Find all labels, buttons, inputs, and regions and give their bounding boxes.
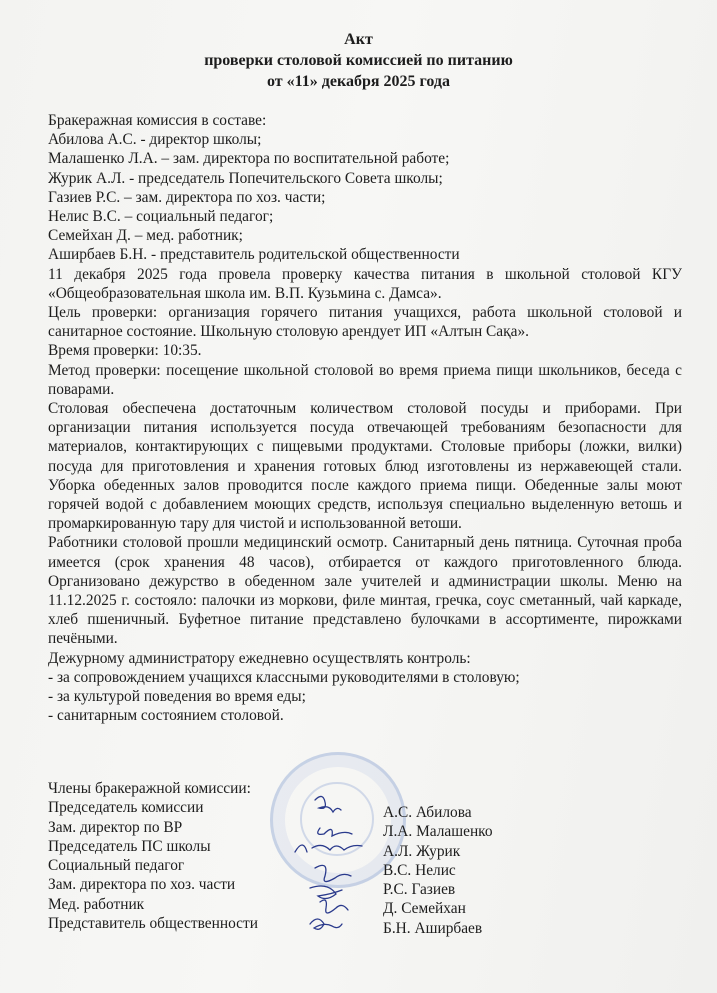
signature-role: Председатель ПС школы (48, 837, 211, 855)
equipment-paragraph: Столовая обеспечена достаточным количеством столовой посуды и приборами. При организации питания используется посуда отвечающей требованиям безопасности для материалов, контактирующих с пищевыми продуктами. Столовые приборы (ложки, вилки) посуда для приготовления и хранения готовых блюд изготовлены из нержавеющей стали. Уборка обеденных залов проводится после каждого приема пищи. Обеденные залы моют горячей водой с добавлением моющих средств, используя специально выделенную ветошь и промаркированную тару для чистой и использованной ветоши. (48, 400, 682, 533)
signature-name: Д. Семейхан (383, 900, 466, 918)
staff-menu-paragraph: Работники столовой прошли медицинский осмотр. Санитарный день пятница. Суточная проба имеется (срок хранения 48 часов), отбирается от каждого приготовленного блюда. Организовано дежурство в обеденном зале учителей и администрации школы. Меню на 11.12.2025 г. состояло: палочки из моркови, филе минтая, гречка, соус сметанный, чай каркаде, хлеб пшеничный. Буфетное питание представлено булочками в ассортименте, пирожками печёными. (48, 534, 682, 648)
document-header (0, 29, 717, 92)
commission-member: Аширбаев Б.Н. - представитель родительской общественности (48, 246, 460, 264)
time-paragraph: Время проверки: 10:35. (48, 342, 202, 360)
signature-name: Л.А. Малашенко (383, 823, 493, 841)
method-paragraph: Метод проверки: посещение школьной столовой во время приема пищи школьников, беседа с поварами. (48, 361, 682, 398)
control-item: - за культурой поведения во время еды; (48, 688, 306, 706)
commission-member: Малашенко Л.А. – зам. директора по воспитательной работе; (48, 150, 450, 168)
signature-name: А.Л. Журик (383, 842, 461, 860)
signature-name: А.С. Абилова (383, 804, 472, 821)
signature-nelis (315, 865, 351, 881)
signature-name: В.С. Нелис (383, 861, 456, 879)
signature-role: Председатель комиссии (48, 799, 204, 817)
commission-member: Абилова А.С. - директор школы; (48, 131, 262, 149)
signature-role: Представитель общественности (48, 915, 258, 933)
commission-member: Нелис В.С. – социальный педагог; (48, 208, 274, 226)
control-item: - за сопровождением учащихся классными руководителями в столовую; (48, 668, 520, 686)
inspection-paragraph: 11 декабря 2025 года провела проверку качества питания в школьной столовой КГУ «Общеобразовательная школа им. В.П. Кузьмина с. Дамса». (48, 265, 682, 302)
document-subtitle: проверки столовой комиссией по питанию (204, 52, 513, 69)
signature-name: Б.Н. Аширбаев (383, 919, 483, 937)
commission-member: Семейхан Д. – мед. работник; (48, 227, 243, 245)
signature-abilova (315, 796, 341, 812)
document-title: Акт (344, 31, 373, 48)
commission-member: Журик А.Л. - председатель Попечительского Совета школы; (48, 169, 443, 187)
signature-zhurik (295, 845, 362, 852)
signature-role: Зам. директор по ВР (48, 818, 183, 836)
signature-gaziev (310, 886, 342, 899)
signature-name: Р.С. Газиев (383, 881, 456, 899)
signature-semeykhan (320, 900, 348, 913)
control-paragraph: Дежурному администратору ежедневно осуществлять контроль: (48, 649, 471, 667)
handwritten-signatures (290, 790, 390, 950)
signatures-heading: Члены бракеражной комиссии: (48, 780, 251, 797)
control-item: - санитарным состоянием столовой. (48, 707, 284, 725)
signature-role: Социальный педагог (48, 857, 185, 875)
commission-member: Газиев Р.С. – зам. директора по хоз. части; (48, 188, 326, 206)
signature-role: Мед. работник (48, 895, 145, 913)
signature-ashirbaev (310, 919, 342, 929)
purpose-paragraph: Цель проверки: организация горячего питания учащихся, работа школьной столовой и санитарное состояние. Школьную столовую арендует ИП «Алтын Сақа». (48, 304, 682, 341)
signature-names (383, 803, 493, 938)
signature-roles (48, 779, 258, 933)
commission-intro: Бракеражная комиссия в составе: (48, 112, 267, 129)
document-date: от «11» декабря 2025 года (267, 73, 450, 90)
document-body (48, 111, 682, 726)
signature-role: Зам. директора по хоз. части (48, 876, 236, 894)
signature-malashenko (318, 828, 352, 836)
